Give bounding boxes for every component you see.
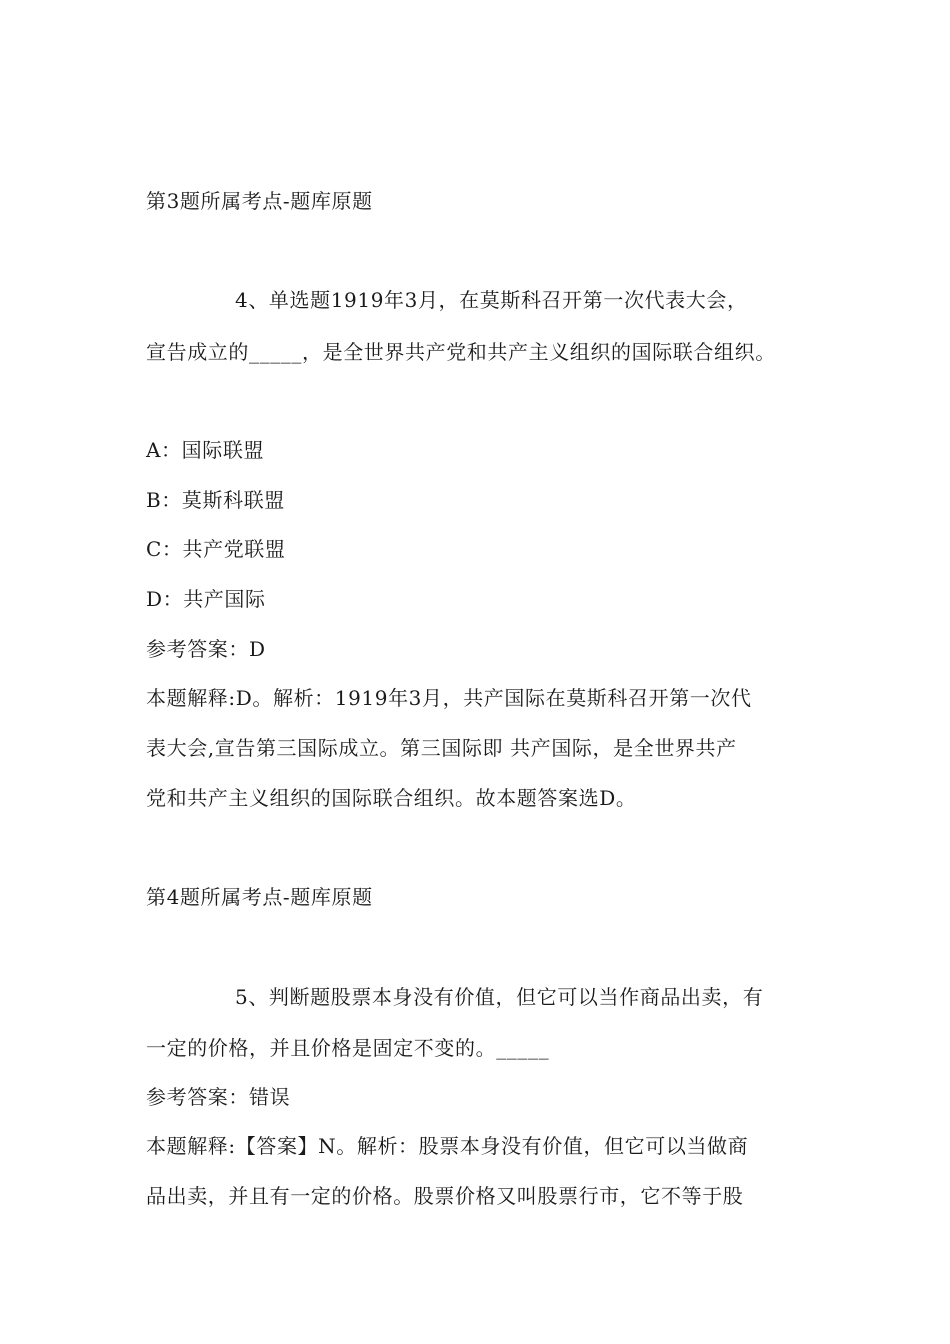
question-4-option-c: C：共产党联盟 bbox=[146, 537, 286, 561]
question-5-explanation-line-1: 本题解释:【答案】N。解析：股票本身没有价值，但它可以当做商 bbox=[146, 1134, 749, 1158]
question-4-answer: 参考答案：D bbox=[146, 637, 266, 661]
question-4-explanation-line-2: 表大会,宣告第三国际成立。第三国际即 共产国际，是全世界共产 bbox=[146, 736, 737, 760]
question-5-answer: 参考答案：错误 bbox=[146, 1085, 291, 1109]
question-4-option-b: B：莫斯科联盟 bbox=[146, 488, 285, 512]
section-3-heading: 第3题所属考点-题库原题 bbox=[146, 189, 373, 213]
question-4-explanation-line-3: 党和共产主义组织的国际联合组织。故本题答案选D。 bbox=[146, 786, 637, 810]
question-5-stem-line-2: 一定的价格，并且价格是固定不变的。_____ bbox=[146, 1036, 550, 1060]
question-4-stem-line-2: 宣告成立的_____，是全世界共产党和共产主义组织的国际联合组织。 bbox=[146, 340, 776, 364]
question-4-stem-line-1: 4、单选题1919年3月，在莫斯科召开第一次代表大会， bbox=[235, 288, 748, 312]
question-5-stem-line-1: 5、判断题股票本身没有价值，但它可以当作商品出卖，有 bbox=[235, 985, 764, 1009]
question-4-option-d: D：共产国际 bbox=[146, 587, 266, 611]
question-4-option-a: A：国际联盟 bbox=[146, 438, 265, 462]
question-5-explanation-line-2: 品出卖，并且有一定的价格。股票价格又叫股票行市，它不等于股 bbox=[146, 1184, 744, 1208]
question-4-explanation-line-1: 本题解释:D。解析：1919年3月，共产国际在莫斯科召开第一次代 bbox=[146, 686, 752, 710]
section-4-heading: 第4题所属考点-题库原题 bbox=[146, 885, 373, 909]
